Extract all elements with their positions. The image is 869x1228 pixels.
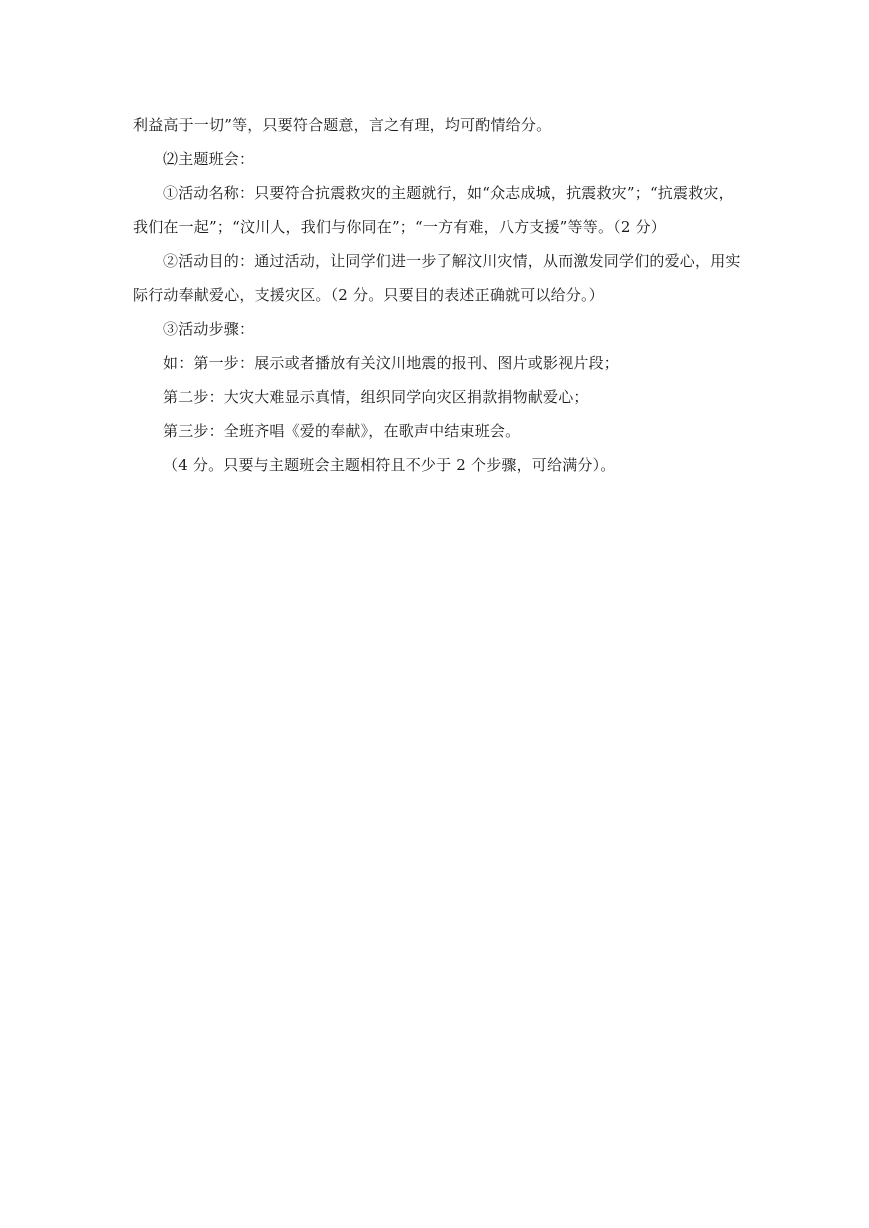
text-line-scoring-note: （4 分。只要与主题班会主题相符且不少于 2 个步骤，可给满分）。 (163, 456, 616, 474)
text-line-step-1: 如：第一步：展示或者播放有关汶川地震的报刊、图片或影视片段； (163, 354, 620, 372)
text-line-activity-steps: ③活动步骤： (163, 320, 255, 338)
section-heading-class-meeting: ⑵主题班会： (163, 150, 255, 168)
text-line-activity-name: ①活动名称：只要符合抗震救灾的主题就行，如“众志成城，抗震救灾”；“抗震救灾， (163, 184, 734, 202)
document-body (133, 108, 753, 482)
text-line-step-3: 第三步：全班齐唱《爱的奉献》，在歌声中结束班会。 (163, 422, 521, 440)
text-line-activity-name-cont: 我们在一起”；“汶川人，我们与你同在”；“一方有难，八方支援”等等。（2 分） (133, 218, 666, 236)
text-line-step-2: 第二步：大灾大难显示真情，组织同学向灾区捐款捐物献爱心； (163, 388, 589, 406)
text-line-1: 利益高于一切”等，只要符合题意，言之有理，均可酌情给分。 (133, 116, 552, 134)
text-line-activity-purpose: ②活动目的：通过活动，让同学们进一步了解汶川灾情，从而激发同学们的爱心，用实 (163, 252, 741, 270)
text-line-activity-purpose-cont: 际行动奉献爱心，支援灾区。（2 分。只要目的表述正确就可以给分。） (133, 286, 604, 304)
